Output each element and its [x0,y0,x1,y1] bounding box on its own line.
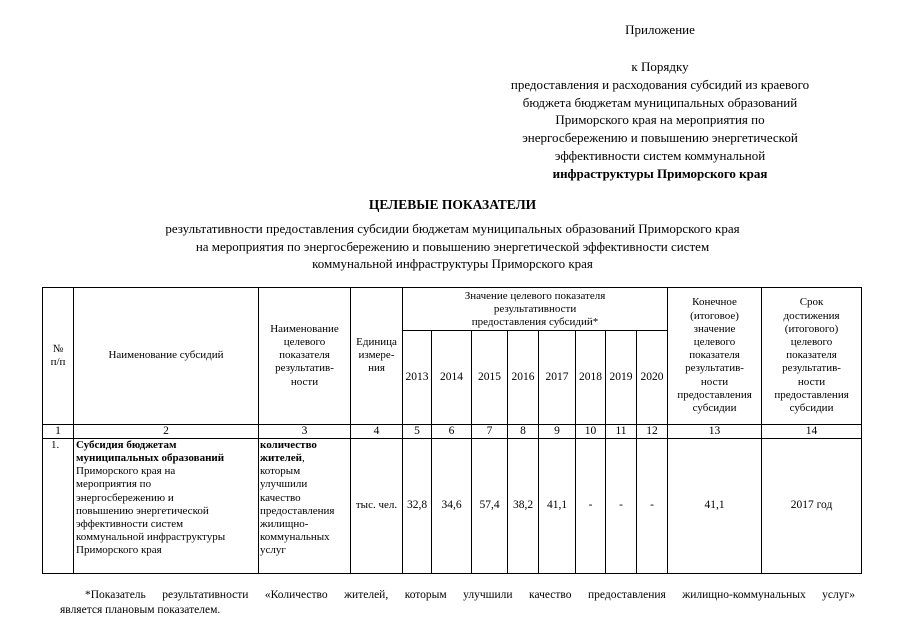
appendix-line-last-bold: Приморского края [657,165,768,181]
column-number: 13 [668,424,762,438]
document-subtitle [0,220,905,273]
column-number: 12 [637,424,668,438]
column-number: 8 [508,424,539,438]
header-year: 2016 [508,330,539,424]
header-year: 2018 [576,330,606,424]
header-final-value: Конечное (итоговое) значение целевого показателя результатив- ности предоставления субсидии [668,288,762,425]
subtitle-line: результативности предоставления субсидии бюджетам муниципальных образований Приморского края [165,221,740,236]
indicator-name-rest: , которым улучшили качество предоставления жилищно- коммунальных услуг [260,452,335,557]
footnote-line: является плановым показателем. [60,604,221,616]
column-number: 6 [432,424,472,438]
header-year: 2014 [432,330,472,424]
row-index: 1. [43,438,74,573]
column-number: 3 [259,424,351,438]
column-number: 10 [576,424,606,438]
unit-cell: тыс. чел. [351,438,403,573]
column-number: 9 [539,424,576,438]
column-number: 2 [74,424,259,438]
footnote [60,588,855,618]
indicator-name-bold: количество жителей [260,438,317,465]
header-year: 2017 [539,330,576,424]
header-indicator-name: Наименование целевого показателя результатив- ности [259,288,351,425]
column-number: 4 [351,424,403,438]
column-number: 1 [43,424,74,438]
header-year: 2020 [637,330,668,424]
subsidy-name-cell [74,438,259,573]
appendix-title: Приложение [625,22,695,37]
value-cell: - [576,438,606,573]
footnote-line: *Показатель результативности «Количество жителей, которым улучшили качество предоставления жилищно-коммунальных услуг» [85,589,855,601]
value-cell: 32,8 [403,438,432,573]
document-title: ЦЕЛЕВЫЕ ПОКАЗАТЕЛИ [368,197,537,212]
appendix-reference [470,58,850,183]
appendix-line: эффективности систем коммунальной [554,147,766,163]
appendix-line: к Порядку [631,59,689,74]
header-year: 2015 [472,330,508,424]
header-value-group: Значение целевого показателя результативности предоставления субсидий* [403,288,668,331]
table-row [43,438,862,573]
indicators-table [42,287,862,574]
value-cell: - [606,438,637,573]
value-cell: 38,2 [508,438,539,573]
header-subsidy-name: Наименование субсидий [74,288,259,425]
appendix-line-last-plain: инфраструктуры [552,165,657,181]
subtitle-line: на мероприятия по энергосбережению и повышению энергетической эффективности систем [195,238,710,254]
appendix-line-last [470,165,850,183]
header-deadline: Срок достижения (итогового) целевого показателя результатив- ности предоставления субсидии [762,288,862,425]
value-cell: 41,1 [539,438,576,573]
final-value-cell: 41,1 [668,438,762,573]
column-number: 5 [403,424,432,438]
subsidy-name-rest: Приморского края на мероприятия по энергосбережению и повышению энергетической эффективности систем коммунальной инфраструктуры Приморского края [76,465,226,557]
appendix-line: Приморского края на мероприятия по [555,112,765,128]
deadline-cell: 2017 год [762,438,862,573]
appendix-line: бюджета бюджетам муниципальных образований [522,94,798,110]
value-cell: 57,4 [472,438,508,573]
header-year: 2019 [606,330,637,424]
appendix-line: предоставления и расходования субсидий из краевого [510,76,810,92]
subtitle-line: коммунальной инфраструктуры Приморского края [312,256,593,271]
header-unit: Единица измере- ния [351,288,403,425]
value-cell: 34,6 [432,438,472,573]
header-year: 2013 [403,330,432,424]
value-cell: - [637,438,668,573]
column-number: 7 [472,424,508,438]
column-number: 11 [606,424,637,438]
indicator-name-cell [259,438,351,573]
subsidy-name-bold: Субсидия бюджетам муниципальных образований [76,438,225,465]
column-number: 14 [762,424,862,438]
header-num: № п/п [43,288,74,425]
appendix-line: энергосбережению и повышению энергетической [522,130,798,146]
